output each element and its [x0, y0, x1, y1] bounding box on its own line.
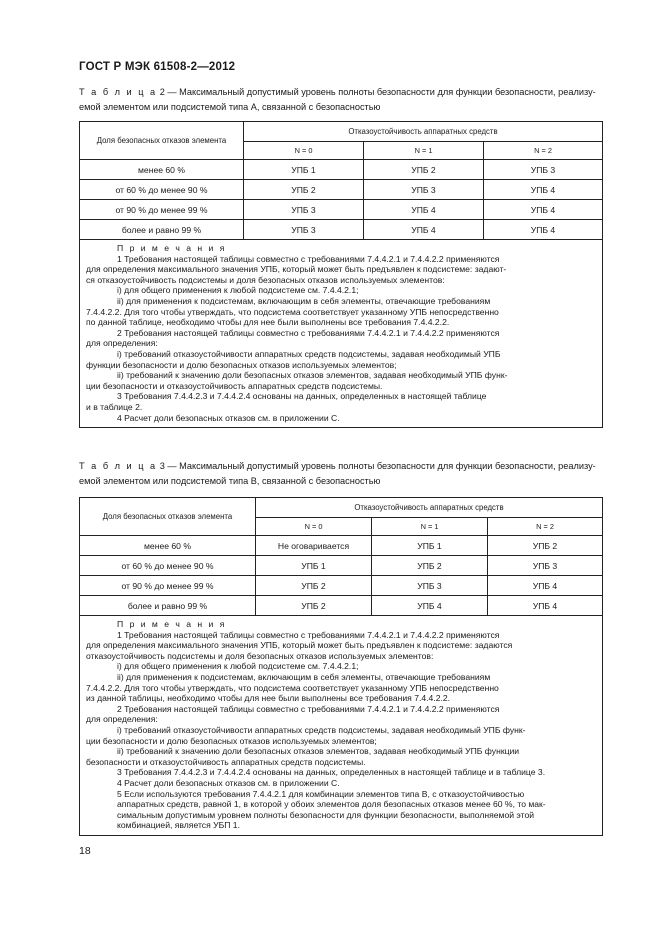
table3-header-n2: N = 2 [488, 518, 603, 536]
note-line: симальным допустимым уровнем полноты безопасности для функции безопасности, выполняемой этой [117, 809, 535, 820]
note-line: отказоустойчивость подсистемы и доля безопасных отказов используемых элементов: [86, 650, 434, 661]
note-line: ii) для применения к подсистемам, включающим в себя элементы, отвечающие требованиям [117, 671, 491, 682]
table-cell: УПБ 4 [372, 596, 488, 616]
table-cell: УПБ 1 [372, 536, 488, 556]
table2-header-n0: N = 0 [244, 142, 364, 160]
table-row [80, 160, 603, 180]
table-cell: УПБ 4 [484, 220, 603, 240]
note-line: ся отказоустойчивость подсистемы и доля безопасных отказов используемых элементов: [86, 274, 445, 285]
table3-header-n0: N = 0 [256, 518, 372, 536]
table2-caption [79, 85, 602, 114]
table-cell: УПБ 2 [364, 160, 484, 180]
table2-header-tolerance: Отказоустойчивость аппаратных средств [244, 122, 603, 142]
table3-caption-line1: 3 — Максимальный допустимый уровень полноты безопасности для функции безопасности, реализу- [157, 461, 596, 471]
note-line: 5 Если используются требования 7.4.4.2.1 для комбинации элементов типа В, с отказоустойчивостью [117, 788, 525, 799]
note-line: функции безопасности и долю безопасных отказов используемых элементов; [86, 359, 397, 370]
table-row [80, 220, 603, 240]
note-line: 4 Расчет доли безопасных отказов см. в приложении С. [117, 777, 340, 788]
note-line: 7.4.4.2.2. Для того чтобы утверждать, что подсистема соответствует указанному УПБ непосредственно [86, 682, 499, 693]
table2-notes [80, 240, 603, 428]
note-line: ii) требований к значению доли безопасных отказов элементов, задавая необходимый УПБ функ- [117, 370, 508, 381]
table-cell: УПБ 3 [488, 556, 603, 576]
table-cell: УПБ 2 [488, 536, 603, 556]
table3-header-fraction: Доля безопасных отказов элемента [80, 498, 256, 536]
table-cell: УПБ 1 [244, 160, 364, 180]
table-row [80, 536, 603, 556]
table-cell: Не оговаривается [256, 536, 372, 556]
table2-header-n1: N = 1 [364, 142, 484, 160]
table-cell: УПБ 1 [256, 556, 372, 576]
table3-caption [79, 459, 602, 488]
note-line: 1 Требования настоящей таблицы совместно с требованиями 7.4.4.2.1 и 7.4.4.2.2 применяются [117, 629, 500, 640]
table-cell: от 90 % до менее 99 % [80, 576, 256, 596]
table-row [80, 200, 603, 220]
table-row [80, 576, 603, 596]
table-cell: УПБ 4 [484, 200, 603, 220]
table-cell: УПБ 2 [256, 576, 372, 596]
note-line: ii) для применения к подсистемам, включающим в себя элементы, отвечающие требованиям [117, 295, 491, 306]
note-line: 3 Требования 7.4.4.2.3 и 7.4.4.2.4 основаны на данных, определенных в настоящей таблице и в таблице 3. [117, 767, 546, 778]
table3-caption-line2: емой элементом или подсистемой типа В, связанной с безопасностью [79, 475, 381, 486]
note-line: i) требований отказоустойчивости аппаратных средств подсистемы, задавая необходимый УПБ [117, 348, 501, 359]
table-cell: УПБ 4 [488, 596, 603, 616]
note-line: ции безопасности и отказоустойчивость аппаратных средств подсистемы. [86, 380, 383, 391]
note-line: для определения: [86, 338, 158, 349]
note-line: и в таблице 2. [86, 401, 143, 412]
note-line: 2 Требования настоящей таблицы совместно с требованиями 7.4.4.2.1 и 7.4.4.2.2 применяются [117, 703, 500, 714]
note-line: 4 Расчет доли безопасных отказов см. в приложении С. [117, 412, 340, 423]
table2-header-fraction: Доля безопасных отказов элемента [80, 122, 244, 160]
note-line: для определения: [86, 714, 158, 725]
table-cell: УПБ 4 [364, 200, 484, 220]
page-number: 18 [79, 845, 91, 857]
note-line: для определения максимального значения УПБ, который может быть предъявлен к подсистеме: задаются [86, 640, 513, 651]
table-cell: более и равно 99 % [80, 596, 256, 616]
note-line: ii) требований к значению доли безопасных отказов элементов, задавая необходимый УПБ функции [117, 746, 520, 757]
table-cell: УПБ 3 [484, 160, 603, 180]
table-cell: менее 60 % [80, 536, 256, 556]
table3-notes [80, 616, 603, 836]
note-line: для определения максимального значения УПБ, который может быть предъявлен к подсистеме: задают- [86, 264, 507, 275]
table2-caption-line2: емой элементом или подсистемой типа А, связанной с безопасностью [79, 101, 381, 112]
table-cell: от 60 % до менее 90 % [80, 556, 256, 576]
note-line: i) для общего применения к любой подсистеме см. 7.4.4.2.1; [117, 661, 359, 672]
table2 [79, 121, 602, 428]
notes-heading: П р и м е ч а н и я [117, 619, 227, 629]
note-line: аппаратных средств, равной 1, в которой у обоих элементов доля безопасных отказов менее 60 %, то мак- [117, 799, 546, 810]
note-line: безопасности и отказоустойчивость аппаратных средств подсистемы. [86, 756, 366, 767]
table-row [80, 556, 603, 576]
table-cell: от 90 % до менее 99 % [80, 200, 244, 220]
table-row [80, 180, 603, 200]
table-cell: УПБ 2 [256, 596, 372, 616]
document-header: ГОСТ Р МЭК 61508-2—2012 [79, 61, 236, 73]
table-cell: УПБ 3 [372, 576, 488, 596]
table-cell: менее 60 % [80, 160, 244, 180]
note-line: комбинацией, является УБП 1. [117, 820, 240, 831]
note-line: 2 Требования настоящей таблицы совместно с требованиями 7.4.4.2.1 и 7.4.4.2.2 применяются [117, 327, 500, 338]
note-line: ции безопасности и долю безопасных отказов используемых элементов; [86, 735, 377, 746]
table-cell: более и равно 99 % [80, 220, 244, 240]
table2-header-n2: N = 2 [484, 142, 603, 160]
table-cell: УПБ 3 [244, 220, 364, 240]
note-line: из данной таблицы, необходимо чтобы для нее были выполнены все требования 7.4.4.2.2. [86, 693, 451, 704]
note-line: 7.4.4.2.2. Для того чтобы утверждать, что подсистема соответствует указанному УПБ непосредственно [86, 306, 499, 317]
table-cell: УПБ 4 [484, 180, 603, 200]
note-line: по данной таблице, необходимо чтобы для нее были выполнены все требования 7.4.4.2.2. [86, 317, 450, 328]
table3 [79, 497, 602, 836]
note-line: 3 Требования 7.4.4.2.3 и 7.4.4.2.4 основаны на данных, определенных в настоящей таблице [117, 391, 487, 402]
table3-caption-prefix: Т а б л и ц а [79, 461, 158, 471]
note-line: 1 Требования настоящей таблицы совместно с требованиями 7.4.4.2.1 и 7.4.4.2.2 применяются [117, 253, 500, 264]
notes-heading: П р и м е ч а н и я [117, 243, 227, 253]
table3-header-tolerance: Отказоустойчивость аппаратных средств [256, 498, 603, 518]
table-cell: УПБ 3 [364, 180, 484, 200]
table2-caption-line1: 2 — Максимальный допустимый уровень полноты безопасности для функции безопасности, реализу- [157, 87, 596, 97]
table-row [80, 596, 603, 616]
table2-caption-prefix: Т а б л и ц а [79, 87, 158, 97]
table-cell: УПБ 3 [244, 200, 364, 220]
table3-header-n1: N = 1 [372, 518, 488, 536]
table-cell: УПБ 4 [364, 220, 484, 240]
table-cell: УПБ 4 [488, 576, 603, 596]
table-cell: УПБ 2 [244, 180, 364, 200]
note-line: i) требований отказоустойчивости аппаратных средств подсистемы, задавая необходимый УПБ функ- [117, 724, 526, 735]
note-line: i) для общего применения к любой подсистеме см. 7.4.4.2.1; [117, 285, 359, 296]
table-cell: УПБ 2 [372, 556, 488, 576]
table-cell: от 60 % до менее 90 % [80, 180, 244, 200]
